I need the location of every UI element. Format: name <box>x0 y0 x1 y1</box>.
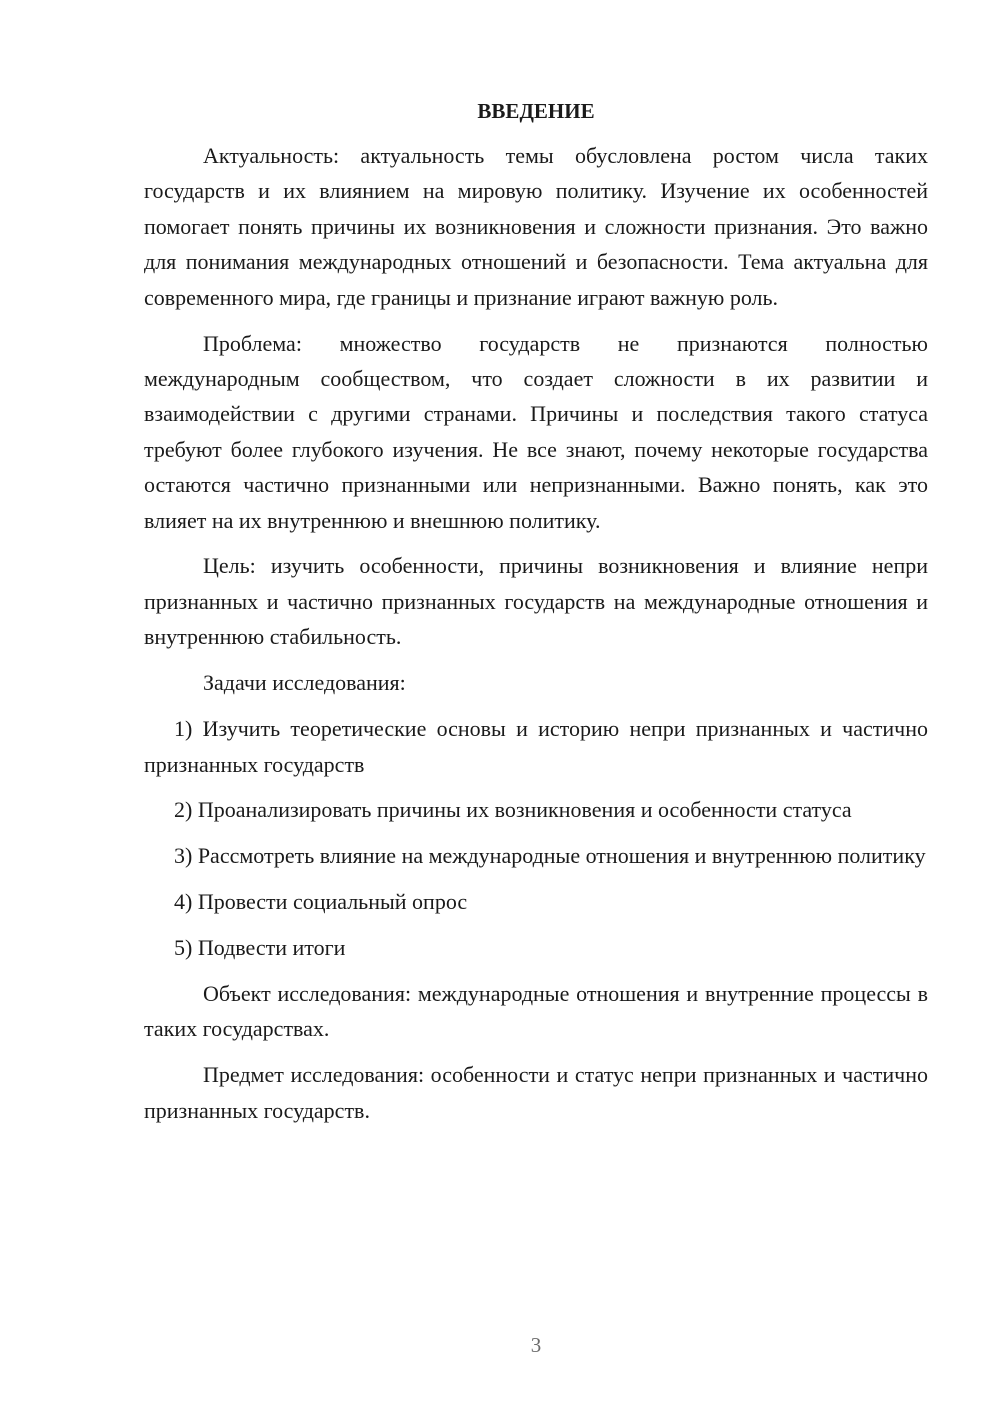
page-number: 3 <box>530 1333 542 1357</box>
task-item-4: 4) Провести социальный опрос <box>174 889 468 915</box>
section-title: ВВЕДЕНИЕ <box>477 99 595 123</box>
subject-paragraph: Предмет исследования: особенности и статус непри признанных и частично признанных государств. <box>144 1062 928 1123</box>
task-item-3: 3) Рассмотреть влияние на международные отношения и внутреннюю политику <box>174 843 926 869</box>
task-item-5: 5) Подвести итоги <box>174 935 346 961</box>
goal-paragraph: Цель: изучить особенности, причины возникновения и влияние непри признанных и частично признанных государств на международные отношения и внутреннюю стабильность. <box>144 553 928 650</box>
tasks-heading: Задачи исследования: <box>203 670 406 696</box>
task-item-1: 1) Изучить теоретические основы и историю непри признанных и частично признанных государств <box>144 716 928 777</box>
relevance-paragraph: Актуальность: актуальность темы обусловлена ростом числа таких государств и их влиянием на мировую политику. Изучение их особенностей помогает понять причины их возникновения и сложности признания. Это важно для понимания международных отношений и безопасности. Тема актуальна для современного мира, где границы и признание играют важную роль. <box>144 143 928 310</box>
document-body <box>144 94 928 1139</box>
task-item-2: 2) Проанализировать причины их возникновения и особенности статуса <box>174 797 852 823</box>
object-paragraph: Объект исследования: международные отношения и внутренние процессы в таких государствах. <box>144 981 928 1042</box>
problem-paragraph: Проблема: множество государств не признаются полностью международным сообществом, что создает сложности в их развитии и взаимодействии с другими странами. Причины и последствия такого статуса требуют более глубокого изучения. Не все знают, почему некоторые государства остаются частично признанными или непризнанными. Важно понять, как это влияет на их внутреннюю и внешнюю политику. <box>144 330 928 533</box>
